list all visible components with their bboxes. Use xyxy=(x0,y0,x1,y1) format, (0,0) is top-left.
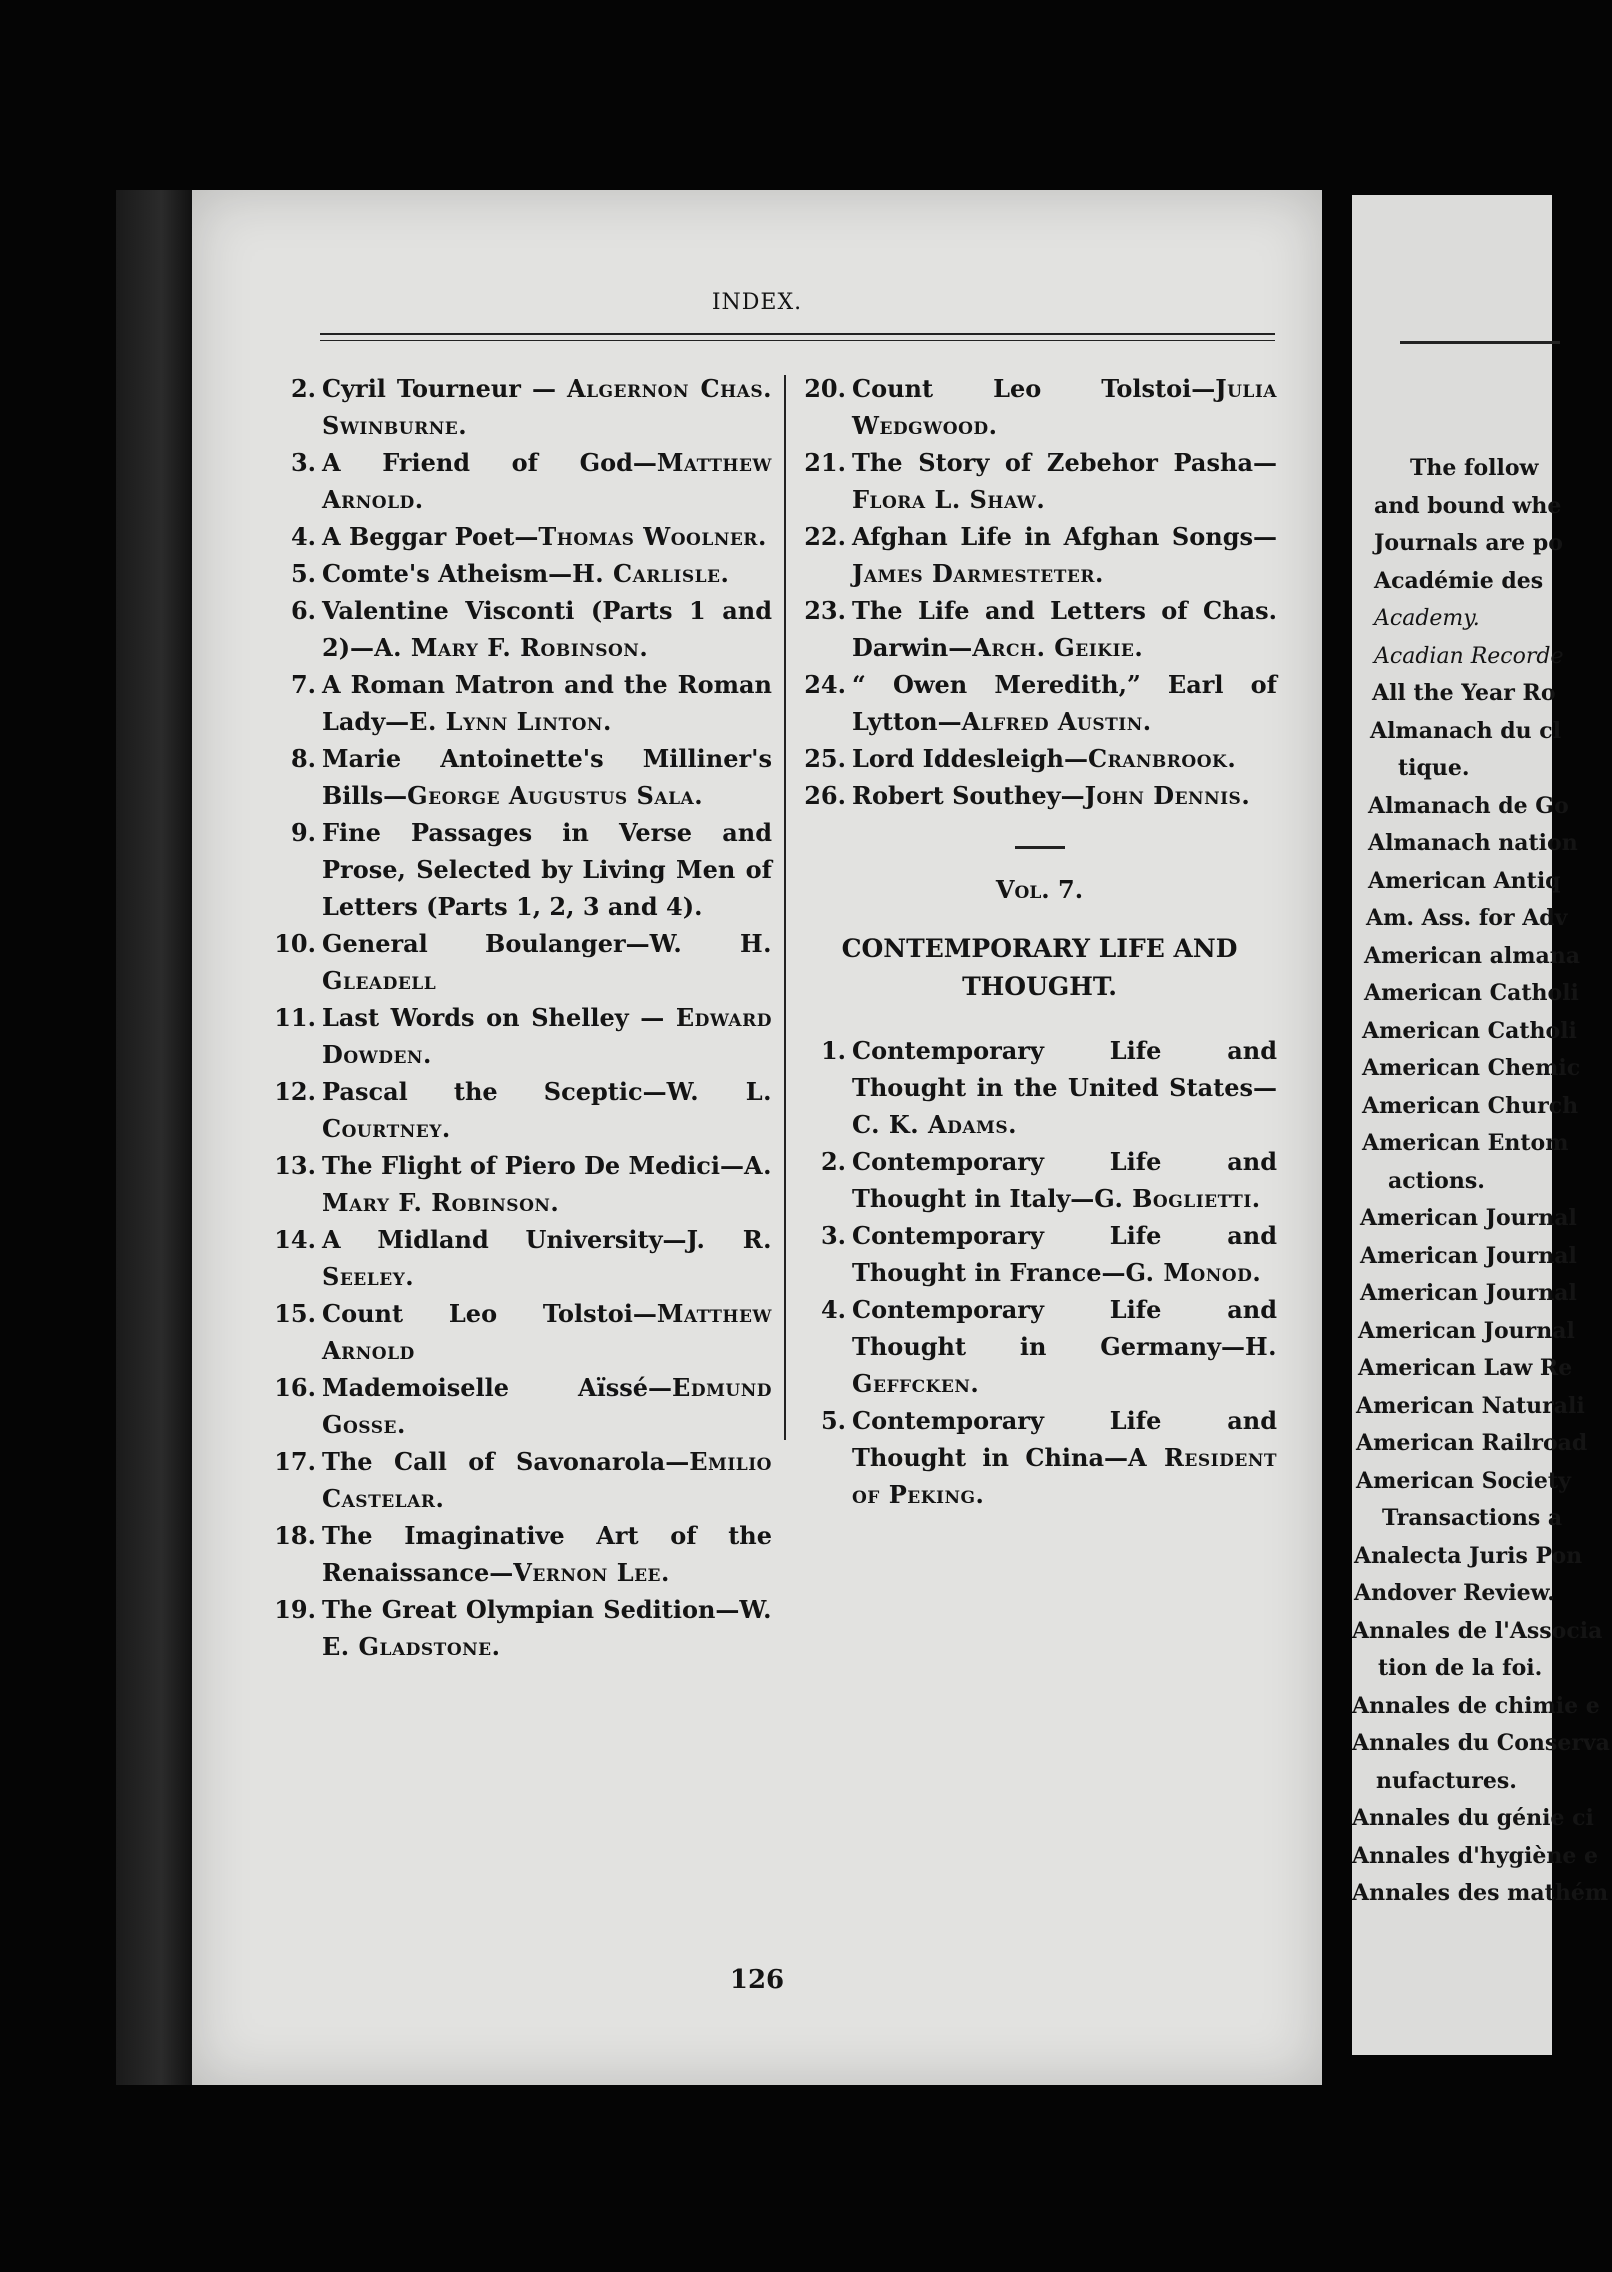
next-page-line: American Journal xyxy=(1360,1280,1577,1306)
entry-number: 2. xyxy=(290,374,316,403)
next-page-line: tion de la foi. xyxy=(1378,1655,1543,1681)
entry-text xyxy=(852,592,1277,666)
entry-number: 18. xyxy=(274,1521,316,1550)
entry-text xyxy=(322,925,772,999)
section-title: CONTEMPORARY LIFE AND THOUGHT. xyxy=(841,934,1238,1001)
next-page-line: Almanach du cl xyxy=(1370,717,1562,744)
entry-author: Vernon Lee. xyxy=(513,1558,670,1587)
header-rule-bottom xyxy=(320,340,1275,341)
entry-text xyxy=(852,1143,1277,1217)
index-entry xyxy=(272,1295,772,1369)
index-entry xyxy=(802,518,1277,592)
entry-text xyxy=(322,740,772,814)
volume-entries xyxy=(802,1032,1277,1513)
next-page-line: Annales de l'Associa xyxy=(1352,1617,1603,1644)
entry-title: A Beggar Poet— xyxy=(322,522,539,551)
entry-title: The Flight of Piero De Medici— xyxy=(322,1151,745,1180)
entry-text xyxy=(852,518,1277,592)
next-page-line: actions. xyxy=(1388,1167,1485,1194)
index-entry xyxy=(802,740,1277,777)
entry-author: G. Boglietti. xyxy=(1094,1184,1261,1213)
entry-author: W. H. Gleadell xyxy=(322,929,772,995)
entry-title: The Life and Letters of Chas. Darwin— xyxy=(852,596,1277,662)
entry-author: Flora L. Shaw. xyxy=(852,485,1046,514)
entry-number: 17. xyxy=(274,1447,316,1476)
entry-number: 24. xyxy=(804,670,846,699)
next-page-line: nufactures. xyxy=(1376,1767,1517,1794)
entry-title: Last Words on Shelley — xyxy=(322,1003,676,1032)
next-page-line: American Catholi xyxy=(1364,980,1579,1006)
entry-author: W. L. Courtney. xyxy=(322,1077,773,1143)
next-page-line: tique. xyxy=(1398,755,1470,781)
entry-author: Edmund Gosse. xyxy=(322,1373,772,1439)
entry-author: A Resident of Peking. xyxy=(852,1443,1278,1509)
entry-number: 10. xyxy=(274,929,316,958)
entry-text xyxy=(322,518,772,555)
running-head: INDEX. xyxy=(711,290,803,315)
index-entry xyxy=(272,1369,772,1443)
entry-number: 5. xyxy=(820,1406,846,1435)
entry-text xyxy=(322,1221,772,1295)
index-entry xyxy=(802,1402,1277,1513)
entry-text xyxy=(322,592,772,666)
index-entry xyxy=(272,1221,772,1295)
entry-author: G. Monod. xyxy=(1125,1258,1262,1287)
entry-number: 3. xyxy=(820,1221,846,1250)
next-page-line: American Journal xyxy=(1360,1242,1577,1269)
index-entry xyxy=(272,925,772,999)
entry-title: The Imaginative Art of the Renaissance— xyxy=(322,1521,772,1587)
next-page-line: American Church xyxy=(1362,1092,1579,1119)
entry-title: “ Owen Meredith,” Earl of Lytton— xyxy=(852,670,1277,736)
entry-title: Mademoiselle Aïssé— xyxy=(322,1373,673,1402)
next-page-line: American Naturali xyxy=(1356,1392,1585,1419)
index-entry xyxy=(802,1032,1277,1143)
entry-text xyxy=(852,444,1277,518)
index-entry xyxy=(272,1147,772,1221)
entry-number: 12. xyxy=(274,1077,316,1106)
entry-number: 13. xyxy=(274,1151,316,1180)
entry-author: Julia Wedgwood. xyxy=(852,374,1277,440)
entry-title: General Boulanger— xyxy=(322,929,650,958)
entry-author: Cranbrook. xyxy=(1087,744,1237,773)
index-entry xyxy=(272,814,772,925)
entry-author: J. R. Seeley. xyxy=(322,1225,772,1291)
entry-author: H. Carlisle. xyxy=(572,559,730,588)
index-entry xyxy=(802,1291,1277,1402)
entry-text xyxy=(852,1032,1277,1143)
next-page-text xyxy=(1352,450,1612,1913)
index-page xyxy=(192,190,1322,2085)
section-rule xyxy=(1015,846,1065,849)
index-entry xyxy=(272,555,772,592)
entry-title: A Friend of God— xyxy=(322,448,657,477)
column-divider xyxy=(784,375,786,1440)
entry-author: John Dennis. xyxy=(1084,781,1251,810)
entry-text xyxy=(322,444,772,518)
entry-title: Cyril Tourneur — xyxy=(322,374,567,403)
entry-title: Contemporary Life and Thought in the United States— xyxy=(852,1036,1277,1102)
next-page-line: Annales du Conserva xyxy=(1352,1730,1610,1756)
entry-text xyxy=(322,999,772,1073)
entry-number: 23. xyxy=(804,596,846,625)
book-gutter xyxy=(116,190,192,2085)
entry-author: Edward Dowden. xyxy=(322,1003,772,1069)
index-entry xyxy=(802,592,1277,666)
index-entry xyxy=(272,666,772,740)
index-entry xyxy=(802,444,1277,518)
entry-number: 6. xyxy=(290,596,316,625)
entry-text xyxy=(852,1217,1277,1291)
entry-number: 20. xyxy=(804,374,846,403)
index-entry xyxy=(272,1443,772,1517)
next-page-partial xyxy=(1352,195,1610,2055)
entry-author: A. Mary F. Robinson. xyxy=(374,633,649,662)
next-page-line: Académie des xyxy=(1374,567,1544,594)
entry-title: Contemporary Life and Thought in Italy— xyxy=(852,1147,1277,1213)
entry-title: Contemporary Life and Thought in France— xyxy=(852,1221,1277,1287)
volume-label: Vol. 7. xyxy=(995,875,1084,904)
entry-number: 26. xyxy=(804,781,846,810)
next-page-rule xyxy=(1400,341,1560,344)
right-column xyxy=(802,370,1277,1513)
index-entry xyxy=(272,999,772,1073)
entry-author: E. Lynn Linton. xyxy=(409,707,612,736)
entry-title: A Midland University— xyxy=(322,1225,687,1254)
entry-text xyxy=(322,1295,772,1369)
index-entry xyxy=(272,1073,772,1147)
next-page-line: American Entom xyxy=(1362,1130,1569,1156)
entry-text xyxy=(322,1369,772,1443)
next-page-line: All the Year Ro xyxy=(1372,680,1556,706)
entry-title: Valentine Visconti (Parts 1 and 2)— xyxy=(322,596,772,662)
index-entry xyxy=(272,740,772,814)
next-page-line: The follow xyxy=(1410,455,1539,481)
entry-title: Robert Southey— xyxy=(852,781,1085,810)
entry-title: The Call of Savonarola— xyxy=(322,1447,690,1476)
next-page-line: American Railroad xyxy=(1356,1430,1588,1456)
next-page-line: American Journal xyxy=(1358,1317,1575,1344)
index-entry xyxy=(802,777,1277,814)
next-page-line: American Chemic xyxy=(1362,1055,1581,1081)
entry-text xyxy=(322,814,772,925)
entry-number: 4. xyxy=(290,522,316,551)
entry-text xyxy=(852,1402,1277,1513)
entry-title: Contemporary Life and Thought in China— xyxy=(852,1406,1277,1472)
entry-author: James Darmesteter. xyxy=(852,559,1104,588)
next-page-line: Almanach nation xyxy=(1368,830,1578,856)
entry-text xyxy=(852,740,1277,777)
entry-author: Arch. Geikie. xyxy=(972,633,1144,662)
entry-title: Fine Passages in Verse and Prose, Selected by Living Men of Letters (Parts 1, 2, 3 and 4). xyxy=(322,818,772,921)
entry-number: 8. xyxy=(290,744,316,773)
right-column-entries xyxy=(802,370,1277,814)
index-entry xyxy=(272,1591,772,1665)
entry-number: 22. xyxy=(804,522,846,551)
entry-text xyxy=(852,777,1277,814)
entry-number: 1. xyxy=(820,1036,846,1065)
index-entry xyxy=(272,518,772,555)
entry-author: A. Mary F. Robinson. xyxy=(322,1151,772,1217)
index-entry xyxy=(802,1217,1277,1291)
next-page-line: Journals are po xyxy=(1374,530,1563,556)
index-entry xyxy=(802,666,1277,740)
entry-text xyxy=(322,1147,772,1221)
entry-text xyxy=(322,555,772,592)
next-page-line: American Journal xyxy=(1360,1205,1577,1231)
entry-text xyxy=(322,1591,772,1665)
next-page-line: Transactions a xyxy=(1382,1505,1563,1531)
entry-text xyxy=(322,1073,772,1147)
page-number: 126 xyxy=(729,1965,785,1995)
entry-text xyxy=(322,370,772,444)
entry-title: Count Leo Tolstoi— xyxy=(322,1299,657,1328)
entry-author: C. K. Adams. xyxy=(852,1110,1017,1139)
next-page-line: Almanach de Go xyxy=(1368,792,1569,819)
entry-title: Marie Antoinette's Milliner's Bills— xyxy=(322,744,772,810)
entry-title: Comte's Atheism— xyxy=(322,559,573,588)
next-page-line: American Law Re xyxy=(1358,1355,1573,1381)
next-page-line: Acadian Recorde xyxy=(1374,643,1564,669)
index-entry xyxy=(272,592,772,666)
entry-author: Emilio Castelar. xyxy=(322,1447,772,1513)
entry-number: 25. xyxy=(804,744,846,773)
entry-author: W. E. Gladstone. xyxy=(322,1595,772,1661)
index-entry xyxy=(272,444,772,518)
next-page-line: American almana xyxy=(1364,942,1580,969)
entry-text xyxy=(322,1443,772,1517)
entry-text xyxy=(852,370,1277,444)
entry-text xyxy=(322,1517,772,1591)
entry-author: Alfred Austin. xyxy=(961,707,1152,736)
entry-number: 7. xyxy=(290,670,316,699)
entry-number: 16. xyxy=(274,1373,316,1402)
entry-text xyxy=(852,666,1277,740)
entry-number: 2. xyxy=(820,1147,846,1176)
next-page-line: Am. Ass. for Adv xyxy=(1366,905,1568,931)
header-rule-top xyxy=(320,333,1275,335)
entry-title: Count Leo Tolstoi— xyxy=(852,374,1216,403)
entry-text xyxy=(852,1291,1277,1402)
next-page-line: American Catholi xyxy=(1362,1017,1577,1044)
next-page-line: Analecta Juris Pon xyxy=(1354,1542,1583,1569)
index-entry xyxy=(802,370,1277,444)
entry-number: 14. xyxy=(274,1225,316,1254)
entry-number: 3. xyxy=(290,448,316,477)
entry-title: The Great Olympian Sedition— xyxy=(322,1595,740,1624)
entry-title: Pascal the Sceptic— xyxy=(322,1077,667,1106)
entry-author: Matthew Arnold. xyxy=(322,448,772,514)
entry-text xyxy=(322,666,772,740)
entry-number: 4. xyxy=(820,1295,846,1324)
index-entry xyxy=(272,1517,772,1591)
entry-author: Algernon Chas. Swinburne. xyxy=(322,374,773,440)
entry-number: 15. xyxy=(274,1299,316,1328)
entry-author: Matthew Arnold xyxy=(322,1299,772,1365)
entry-number: 19. xyxy=(274,1595,316,1624)
entry-title: The Story of Zebehor Pasha— xyxy=(852,448,1277,477)
index-entry xyxy=(272,370,772,444)
index-entry xyxy=(802,1143,1277,1217)
next-page-line: Annales des mathém xyxy=(1352,1880,1609,1906)
next-page-line: Academy. xyxy=(1374,606,1480,631)
entry-number: 21. xyxy=(804,448,846,477)
left-column xyxy=(272,370,772,1665)
next-page-line: Annales du génie ci xyxy=(1352,1805,1594,1831)
entry-number: 5. xyxy=(290,559,316,588)
entry-title: Lord Iddesleigh— xyxy=(852,744,1088,773)
next-page-line: American Antiq xyxy=(1368,867,1561,894)
entry-title: Contemporary Life and Thought in Germany— xyxy=(852,1295,1277,1361)
next-page-line: Andover Review. xyxy=(1354,1580,1555,1606)
entry-author: Thomas Woolner. xyxy=(538,522,767,551)
next-page-line: and bound whe xyxy=(1374,492,1562,519)
entry-title: Afghan Life in Afghan Songs— xyxy=(852,522,1277,551)
next-page-line: Annales de chimie e xyxy=(1352,1692,1600,1719)
next-page-line: Annales d'hygiène e xyxy=(1352,1842,1598,1869)
entry-number: 11. xyxy=(274,1003,316,1032)
entry-title: A Roman Matron and the Roman Lady— xyxy=(322,670,772,736)
next-page-line: American Society xyxy=(1356,1467,1571,1494)
entry-number: 9. xyxy=(290,818,316,847)
entry-author: H. Geffcken. xyxy=(852,1332,1277,1398)
entry-author: George Augustus Sala. xyxy=(407,781,704,810)
